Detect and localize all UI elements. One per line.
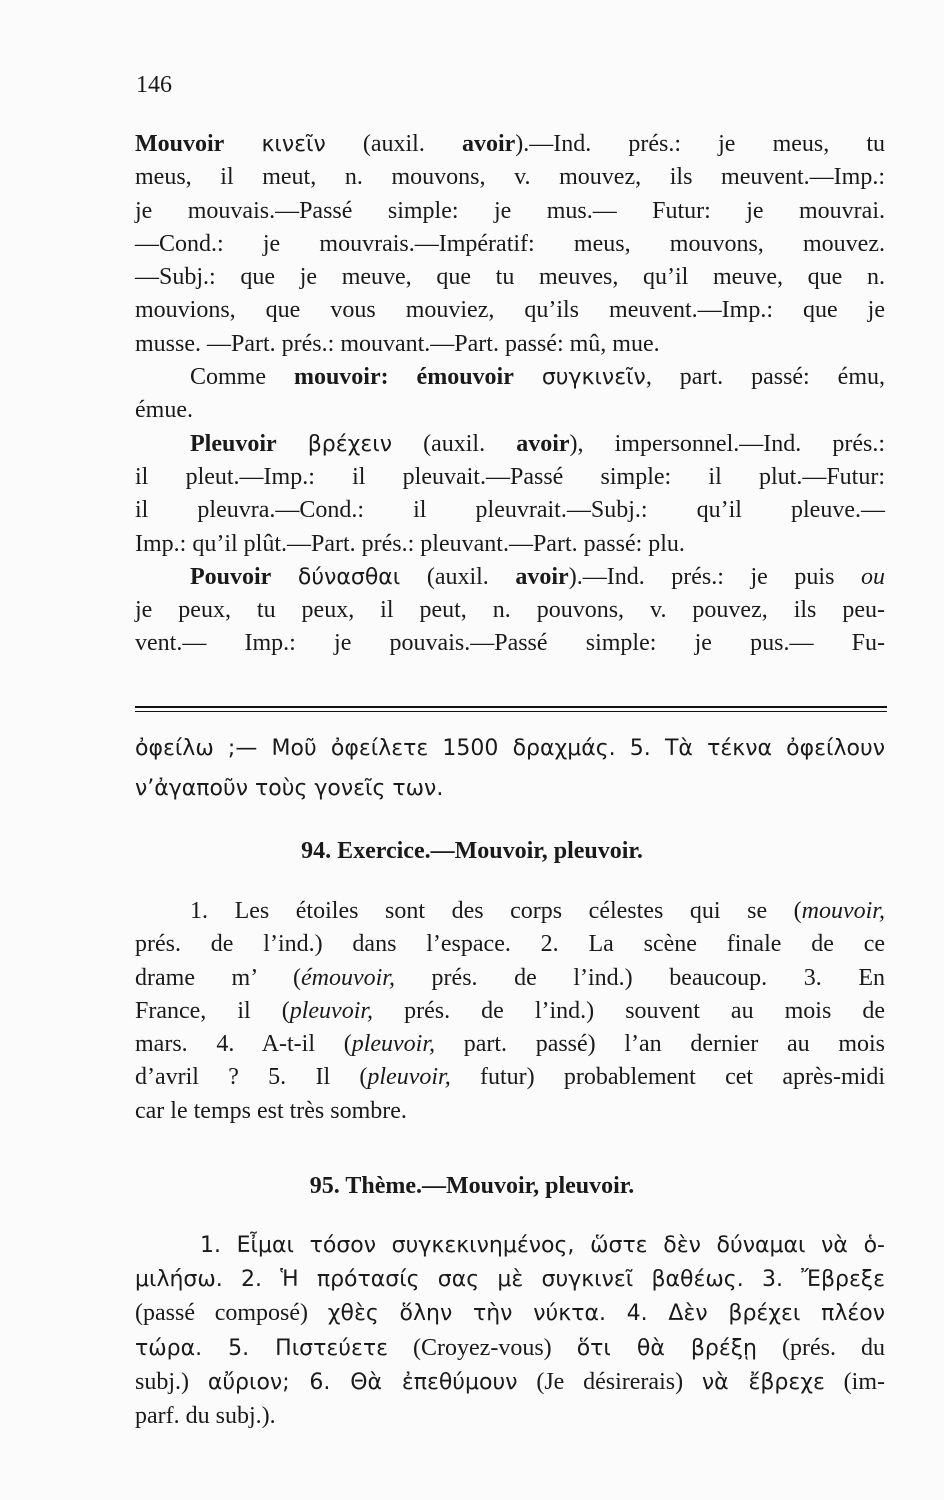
bold-term: avoir: [516, 430, 570, 457]
text-segment: meus, il meut, n. mouvons, v. mouvez, ils meuvent.—Imp.:: [135, 164, 885, 191]
exercise-94-section: [135, 895, 885, 1128]
text-segment: (im-: [824, 1368, 886, 1395]
text-segment: [514, 364, 542, 390]
bold-term: avoir: [461, 131, 516, 157]
text-segment: (auxil.: [400, 563, 516, 590]
text-line: [135, 294, 885, 327]
text-line: [135, 1061, 885, 1094]
text-segment: ).—Ind. prés.: je meus, tu: [515, 131, 886, 157]
greek-text: αὔριον; 6. Θὰ ἐπεθύμουν: [207, 1369, 518, 1395]
greek-text: μιλήσω. 2. Ἡ πρότασίς σας μὲ συγκινεῖ βαθέως. 3. Ἔβρεξε: [135, 1267, 885, 1293]
text-line: [135, 1331, 885, 1365]
text-line: [135, 1262, 885, 1296]
text-segment: car le temps est très sombre.: [135, 1097, 407, 1124]
text-line: [135, 261, 885, 294]
text-line: [135, 528, 885, 561]
text-line: [135, 461, 885, 494]
text-line: [135, 1095, 885, 1128]
text-segment: [271, 564, 298, 590]
italic-term: pleuvoir,: [289, 997, 374, 1024]
text-segment: (Je désirerais): [517, 1368, 702, 1395]
text-line: [135, 594, 885, 627]
text-segment: (passé composé): [135, 1300, 328, 1327]
greek-text: ὅτι θὰ βρέξῃ: [576, 1335, 757, 1361]
text-line: [135, 995, 885, 1028]
text-segment: vent.— Imp.: je pouvais.—Passé simple: je pus.— Fu-: [135, 630, 885, 657]
text-segment: (auxil.: [325, 131, 462, 157]
text-segment: prés. de l’ind.) souvent au mois de: [373, 997, 886, 1024]
footnote-rule-thin: [135, 711, 887, 712]
text-segment: France, il (: [135, 997, 290, 1024]
text-segment: [224, 131, 261, 157]
greek-text: βρέχειν: [307, 431, 392, 457]
text-segment: 1. Les étoiles sont des corps célestes qui se (: [190, 898, 802, 924]
greek-footnote-section: [135, 728, 885, 808]
text-line: [135, 768, 885, 808]
italic-term: ou: [861, 563, 885, 590]
italic-term: pleuvoir,: [351, 1031, 436, 1058]
greek-text: ὀφείλω ;— Μοῦ ὀφείλετε 1500 δραχμάς. 5. Τὰ τέκνα ὀφείλουν: [135, 736, 885, 761]
text-segment: il pleut.—Imp.: il pleuvait.—Passé simple: il plut.—Futur:: [135, 463, 885, 490]
italic-term: émouvoir,: [300, 964, 395, 991]
greek-text: δύνασθαι: [297, 564, 401, 590]
text-segment: prés. de l’ind.) dans l’espace. 2. La scène finale de ce: [135, 931, 885, 958]
text-segment: Imp.: qu’il plût.—Part. prés.: pleuvant.—Part. passé: plu.: [135, 530, 685, 557]
greek-text: συγκινεῖν: [541, 365, 646, 391]
text-segment: part. passé) l’an dernier au mois: [435, 1031, 885, 1058]
footnote-rule: [135, 706, 887, 708]
greek-text: κινεῖν: [261, 132, 326, 157]
text-line: [135, 627, 885, 660]
page-number: 146: [136, 72, 172, 98]
greek-text: νὰ ἔβρεχε: [701, 1369, 825, 1395]
bold-term: Pleuvoir: [190, 430, 277, 457]
text-line: [135, 361, 885, 394]
text-line: [135, 895, 885, 928]
text-line: [135, 928, 885, 961]
text-segment: prés. de l’ind.) beaucoup. 3. En: [394, 964, 885, 991]
text-segment: il pleuvra.—Cond.: il pleuvrait.—Subj.: qu’il pleuve.—: [135, 497, 885, 524]
text-segment: je peux, tu peux, il peut, n. pouvons, v. pouvez, ils peu-: [135, 597, 885, 624]
italic-term: pleuvoir,: [367, 1064, 451, 1091]
text-segment: , part. passé: ému,: [645, 364, 885, 391]
text-segment: —Cond.: je mouvrais.—Impératif: meus, mouvons, mouvez.: [135, 230, 885, 257]
greek-text: 1. Εἶμαι τόσον συγκεκινημένος, ὥστε δὲν δύναμαι νὰ ὁ-: [200, 1233, 885, 1258]
greek-text: τώρα. 5. Πιστεύετε: [135, 1335, 388, 1361]
greek-text: ν’ἀγαποῦν τοὺς γονεῖς των.: [135, 776, 444, 801]
text-line: [135, 1028, 885, 1061]
text-segment: (Croyez-vous): [388, 1334, 577, 1361]
text-segment: Comme: [190, 364, 294, 391]
text-segment: mouvions, que vous mouviez, qu’ils meuvent.—Imp.: que je: [135, 297, 885, 324]
text-segment: mars. 4. A-t-il (: [135, 1031, 352, 1058]
text-segment: [277, 431, 308, 457]
text-line: [135, 161, 885, 194]
text-segment: drame m’ (: [135, 964, 301, 991]
text-line: [135, 561, 885, 594]
text-segment: d’avril ? 5. Il (: [135, 1064, 368, 1091]
text-line: [135, 494, 885, 527]
bold-term: avoir: [515, 563, 569, 590]
text-line: [135, 394, 885, 427]
text-segment: ).—Ind. prés.: je puis: [568, 563, 861, 590]
text-line: [135, 128, 885, 161]
text-line: [135, 1365, 885, 1399]
text-line: [135, 195, 885, 228]
text-segment: je mouvais.—Passé simple: je mus.— Futur: je mouvrai.: [135, 197, 885, 224]
text-line: [135, 228, 885, 261]
conjugation-section: [135, 128, 885, 661]
text-line: [135, 428, 885, 461]
text-line: [135, 728, 885, 768]
text-segment: (prés. du: [756, 1334, 885, 1361]
text-segment: parf. du subj.).: [135, 1402, 276, 1429]
text-segment: —Subj.: que je meuve, que tu meuves, qu’il meuve, que n.: [135, 264, 885, 291]
text-segment: émue.: [135, 397, 193, 424]
text-line: [135, 962, 885, 995]
text-line: [135, 1399, 885, 1433]
text-segment: musse. —Part. prés.: mouvant.—Part. passé: mû, mue.: [135, 330, 660, 357]
text-segment: futur) probablement cet après-midi: [450, 1064, 885, 1091]
text-segment: ), impersonnel.—Ind. prés.:: [569, 430, 885, 457]
theme-95-heading: 95. Thème.—Mouvoir, pleuvoir.: [309, 1173, 635, 1199]
exercise-94-heading: 94. Exercice.—Mouvoir, pleuvoir.: [301, 838, 643, 864]
bold-term: Pouvoir: [190, 563, 272, 590]
italic-term: mouvoir,: [801, 898, 885, 924]
text-line: [135, 1228, 885, 1262]
text-segment: subj.): [135, 1368, 208, 1395]
greek-text: χθὲς ὅλην τὴν νύκτα. 4. Δὲν βρέχει πλέον: [327, 1301, 885, 1327]
text-line: [135, 328, 885, 361]
text-segment: (auxil.: [392, 430, 517, 457]
bold-term: Mouvoir: [135, 131, 225, 157]
theme-95-section: [135, 1228, 885, 1433]
bold-term: mouvoir: émouvoir: [293, 364, 514, 391]
text-line: [135, 1296, 885, 1330]
